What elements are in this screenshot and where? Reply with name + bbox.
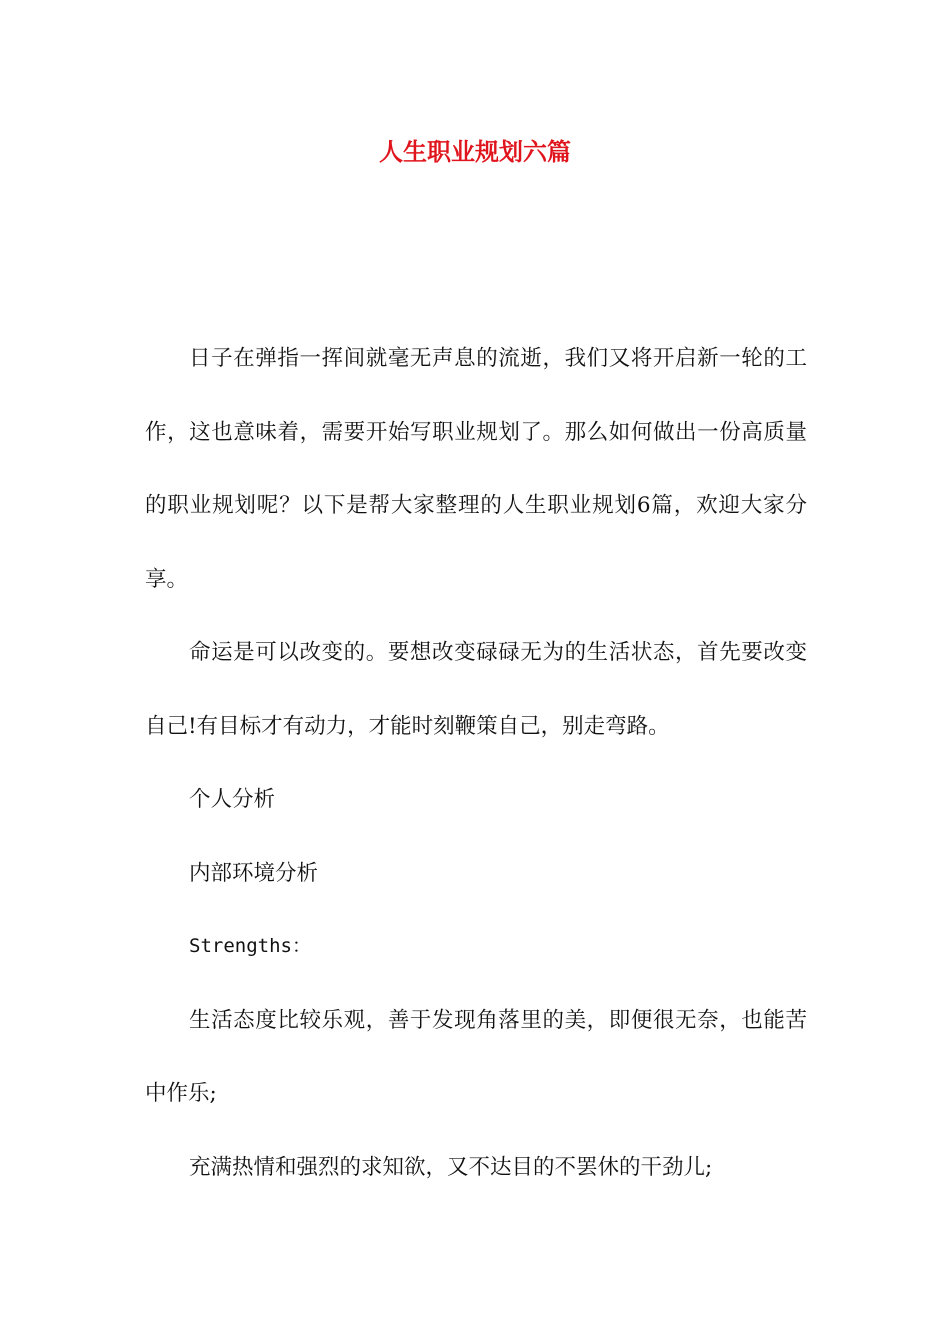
section-heading-personal-analysis: 个人分析 [189,787,276,812]
strength-item-passion: 充满热情和强烈的求知欲，又不达目的不罢休的干劲儿; [189,1154,713,1180]
strengths-heading: Strengths： [189,935,311,957]
destiny-paragraph: 命运是可以改变的。要想改变碌碌无为的生活状态，首先要改变自己!有目标才有动力，才能时刻鞭策自己，别走弯路。 [145,640,807,739]
document-body [145,322,807,1204]
strength-item-optimism: 生活态度比较乐观，善于发现角落里的美，即便很无奈，也能苦中作乐; [145,1007,807,1106]
intro-paragraph: 日子在弹指一挥间就毫无声息的流逝，我们又将开启新一轮的工作，这也意味着，需要开始写职业规划了。那么如何做出一份高质量的职业规划呢？以下是帮大家整理的人生职业规划6篇，欢迎大家分享。 [145,346,807,592]
section-heading-internal-analysis: 内部环境分析 [189,860,319,886]
document-title: 人生职业规划六篇 [379,137,571,166]
